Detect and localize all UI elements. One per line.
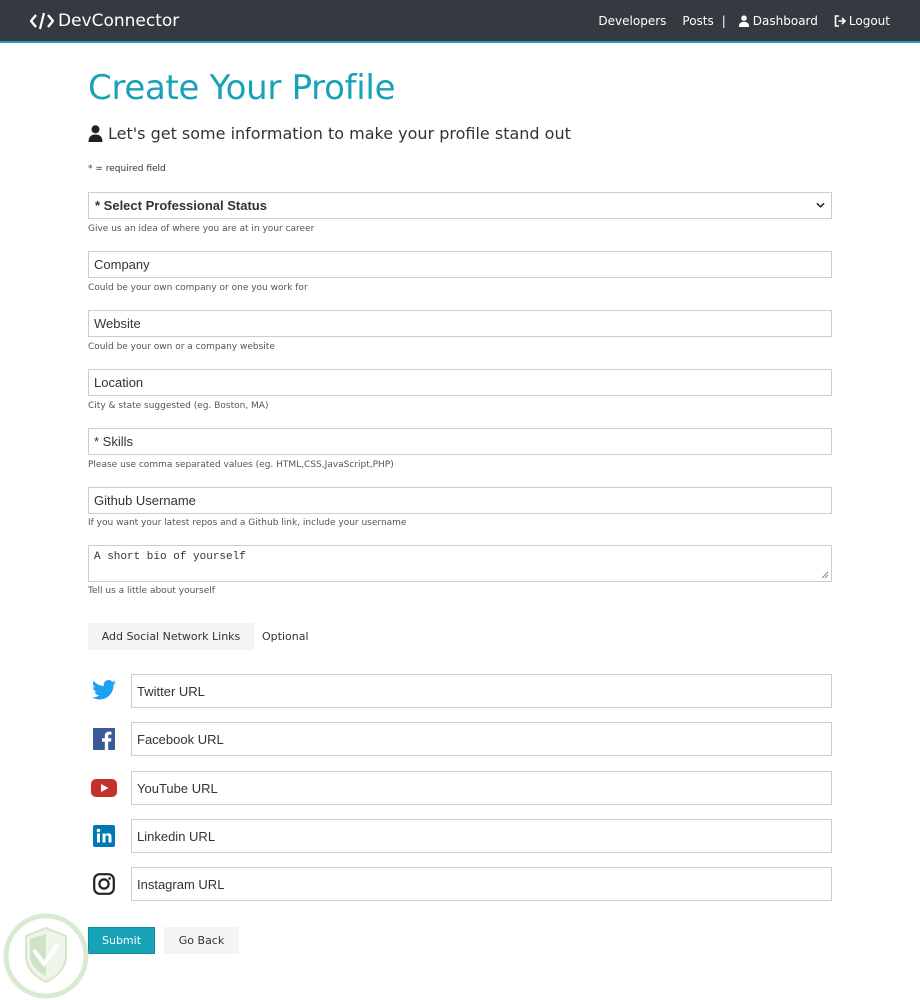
nav-separator: | <box>721 13 726 28</box>
github-hint: If you want your latest repos and a Github link, include your username <box>88 518 407 528</box>
github-placeholder: Github Username <box>94 493 196 508</box>
instagram-placeholder: Instagram URL <box>137 876 225 892</box>
shield-logo-icon <box>0 908 92 1000</box>
linkedin-url-input[interactable] <box>131 819 832 853</box>
nav-posts-link[interactable]: Posts <box>682 13 714 28</box>
user-icon <box>88 125 103 142</box>
sign-out-icon <box>834 15 846 27</box>
nav-developers-link[interactable]: Developers <box>598 13 667 28</box>
location-hint: City & state suggested (eg. Boston, MA) <box>88 401 269 411</box>
nav-logout-label: Logout <box>848 13 890 28</box>
linkedin-placeholder: Linkedin URL <box>137 828 216 844</box>
lead-text <box>88 124 571 143</box>
optional-label: Optional <box>262 630 309 643</box>
instagram-url-input[interactable] <box>131 867 832 901</box>
submit-button[interactable]: Submit <box>88 927 155 954</box>
code-icon <box>30 12 54 30</box>
bio-hint: Tell us a little about yourself <box>88 586 215 596</box>
company-placeholder: Company <box>94 257 150 272</box>
nav-logout-link[interactable] <box>834 14 890 28</box>
user-icon <box>738 15 750 27</box>
nav-dashboard-link[interactable] <box>738 14 818 28</box>
instagram-icon <box>91 871 117 897</box>
youtube-icon <box>91 775 117 801</box>
twitter-placeholder: Twitter URL <box>137 683 205 699</box>
location-input[interactable] <box>88 369 832 396</box>
facebook-url-input[interactable] <box>131 722 832 756</box>
twitter-icon <box>91 677 117 703</box>
page-title: Create Your Profile <box>88 68 396 108</box>
nav-links <box>598 14 890 28</box>
add-social-links-button[interactable]: Add Social Network Links <box>88 623 254 650</box>
linkedin-icon <box>91 823 117 849</box>
lead-label: Let's get some information to make your profile stand out <box>108 124 571 143</box>
required-field-note: * = required field <box>88 164 166 174</box>
website-placeholder: Website <box>94 316 141 331</box>
youtube-placeholder: YouTube URL <box>137 780 218 796</box>
company-input[interactable] <box>88 251 832 278</box>
skills-placeholder: * Skills <box>94 434 134 449</box>
skills-input[interactable] <box>88 428 832 455</box>
github-username-input[interactable] <box>88 487 832 514</box>
skills-hint: Please use comma separated values (eg. HTML,CSS,JavaScript,PHP) <box>88 460 394 470</box>
youtube-url-input[interactable] <box>131 771 832 805</box>
navbar <box>0 0 920 43</box>
brand-link[interactable] <box>30 11 179 31</box>
brand-label: DevConnector <box>58 10 180 31</box>
nav-dashboard-label: Dashboard <box>752 13 818 28</box>
location-placeholder: Location <box>94 375 144 390</box>
resize-handle-icon[interactable] <box>821 571 829 579</box>
status-select[interactable] <box>88 192 832 219</box>
website-hint: Could be your own or a company website <box>88 342 275 352</box>
go-back-button[interactable]: Go Back <box>164 927 239 954</box>
facebook-placeholder: Facebook URL <box>137 731 224 747</box>
status-hint: Give us an idea of where you are at in your career <box>88 224 315 234</box>
chevron-down-icon <box>816 200 825 211</box>
facebook-icon <box>91 726 117 752</box>
status-selected-value: * Select Professional Status <box>95 198 267 213</box>
company-hint: Could be your own company or one you work for <box>88 283 308 293</box>
bio-textarea[interactable] <box>88 545 832 582</box>
website-input[interactable] <box>88 310 832 337</box>
bio-placeholder: A short bio of yourself <box>94 551 246 563</box>
twitter-url-input[interactable] <box>131 674 832 708</box>
